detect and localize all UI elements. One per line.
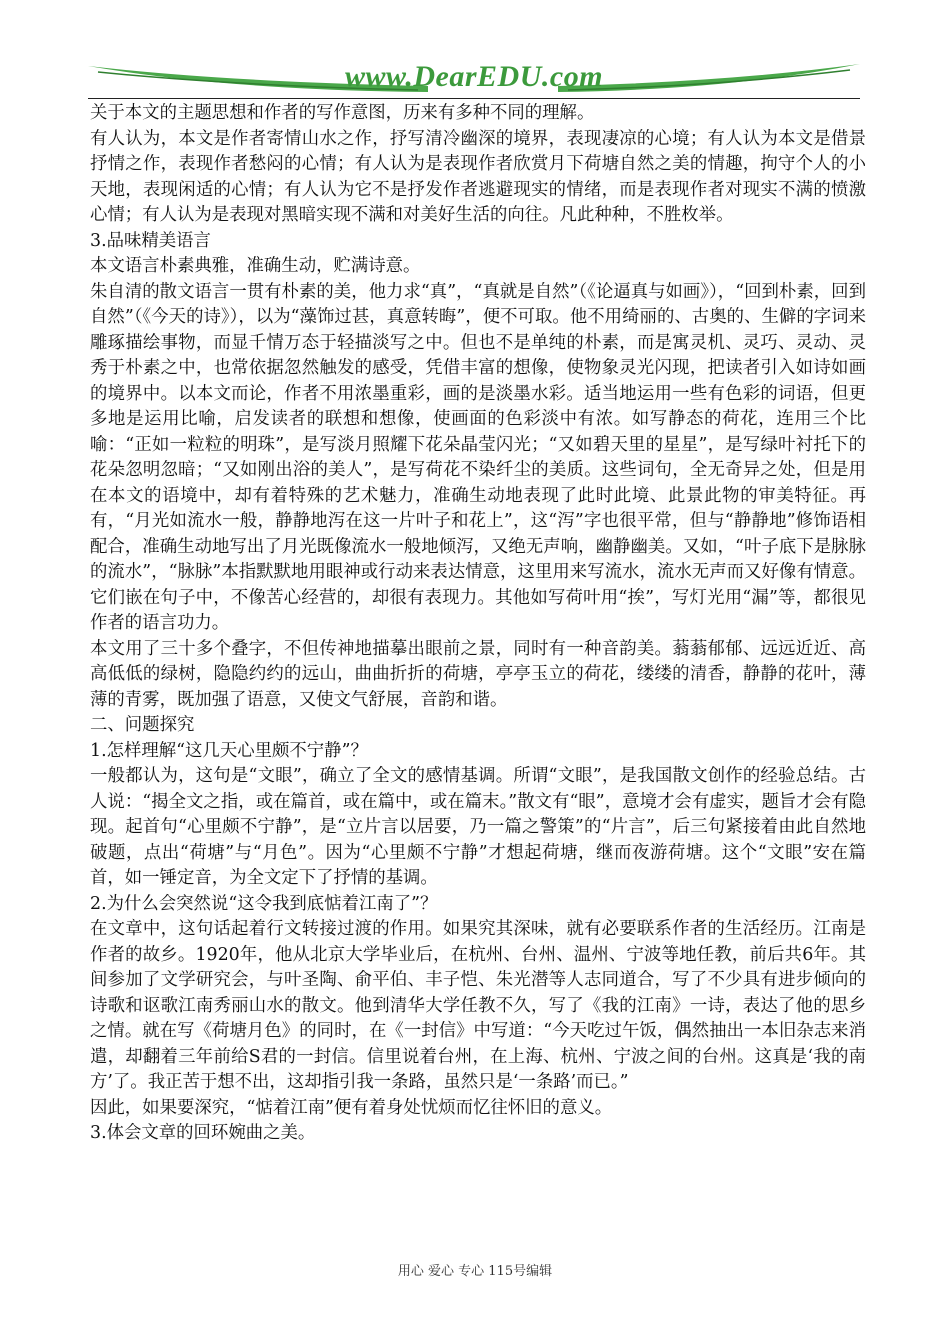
document-body: [90, 101, 866, 1147]
site-header-banner: [88, 56, 860, 98]
question-heading: 2.为什么会突然说“这令我到底惦着江南了”？: [90, 893, 438, 914]
paragraph: 在文章中，这句话起着行文转接过渡的作用。如果究其深味，就有必要联系作者的生活经历。江南是作者的故乡。1920年，他从北京大学毕业后，在杭州、台州、温州、宁波等地任教，前后共6年。其间参加了文学研究会，与叶圣陶、俞平伯、丰子恺、朱光潜等人志同道合，写了不少具有进步倾向的诗歌和讴歌江南秀丽山水的散文。他到清华大学任教不久，写了《我的江南》一诗，表达了他的思乡之情。就在写《荷塘月色》的同时，在《一封信》中写道：“今天吃过午饭，偶然抽出一本旧杂志来消遣，却翻着三年前给S君的一封信。信里说着台州，在上海、杭州、宁波之间的台州。这真是‘我的南方’了。我正苦于想不出，这却指引我一条路，虽然只是‘一条路’而已。”: [90, 919, 866, 1092]
site-logo-text: www.DearEDU.com: [344, 60, 604, 93]
paragraph: 朱自清的散文语言一贯有朴素的美，他力求“真”，“真就是自然”（《论逼真与如画》），“回到朴素，回到自然”（《今天的诗》），以为“藻饰过甚，真意转晦”，便不可取。他不用绮丽的、古奥的、生僻的字词来雕琢描绘事物，而显千情万态于轻描淡写之中。但也不是单纯的朴素，而是寓灵机、灵巧、灵动、灵秀于朴素之中，也常依据忽然触发的感受，凭借丰富的想像，使物象灵光闪现，把读者引入如诗如画的境界中。以本文而论，作者不用浓墨重彩，画的是淡墨水彩。适当地运用一些有色彩的词语，但更多地是运用比喻，启发读者的联想和想像，使画面的色彩淡中有浓。如写静态的荷花，连用三个比喻：“正如一粒粒的明珠”，是写淡月照耀下花朵晶莹闪光；“又如碧天里的星星”，是写绿叶衬托下的花朵忽明忽暗；“又如刚出浴的美人”，是写荷花不染纤尘的美质。这些词句，全无奇异之处，但是用在本文的语境中，却有着特殊的艺术魅力，准确生动地表现了此时此境、此景此物的审美特征。再有，“月光如流水一般，静静地泻在这一片叶子和花上”，这“泻”字也很平常，但与“静静地”修饰语相配合，准确生动地写出了月光既像流水一般地倾泻，又绝无声响，幽静幽美。又如，“叶子底下是脉脉的流水”，“脉脉”本指默默地用眼神或行动来表达情意，这里用来写流水，流水无声而又好像有情意。它们嵌在句子中，不像苦心经营的，却很有表现力。其他如写荷叶用“挨”，写灯光用“漏”等，都很见作者的语言功力。: [90, 281, 866, 633]
question-heading: 1.怎样理解“这几天心里颇不宁静”？: [90, 740, 368, 761]
header-divider: [88, 98, 860, 99]
page-footer: 用心 爱心 专心 115号编辑: [397, 1264, 553, 1279]
paragraph: 本文用了三十多个叠字，不但传神地描摹出眼前之景，同时有一种音韵美。蓊蓊郁郁、远远近近、高高低低的绿树，隐隐约约的远山，曲曲折折的荷塘，亭亭玉立的荷花，缕缕的清香，静静的花叶，薄薄的青雾，既加强了语意，又使文气舒展，音韵和谐。: [90, 638, 866, 710]
section-heading: 二、问题探究: [90, 715, 195, 735]
section-heading: 3.品味精美语言: [90, 230, 211, 251]
paragraph: 关于本文的主题思想和作者的写作意图，历来有多种不同的理解。: [90, 103, 595, 123]
paragraph: 本文语言朴素典雅，准确生动，贮满诗意。: [90, 256, 421, 276]
question-heading: 3.体会文章的回环婉曲之美。: [90, 1123, 316, 1143]
paragraph: 有人认为，本文是作者寄情山水之作，抒写清冷幽深的境界，表现凄凉的心境；有人认为本文是借景抒情之作，表现作者愁闷的心情；有人认为是表现作者欣赏月下荷塘自然之美的情趣，拘守个人的小天地，表现闲适的心情；有人认为它不是抒发作者逃避现实的情绪，而是表现作者对现实不满的愤激心情；有人认为是表现对黑暗实现不满和对美好生活的向往。凡此种种，不胜枚举。: [90, 128, 866, 225]
paragraph: 一般都认为，这句是“文眼”，确立了全文的感情基调。所谓“文眼”，是我国散文创作的经验总结。古人说：“揭全文之指，或在篇首，或在篇中，或在篇末。”散文有“眼”，意境才会有虚实，题旨才会有隐现。起首句“心里颇不宁静”，是“立片言以居要，乃一篇之警策”的“片言”，后三句紧接着由此自然地破题，点出“荷塘”与“月色”。因为“心里颇不宁静”才想起荷塘，继而夜游荷塘。这个“文眼”安在篇首，如一锤定音，为全文定下了抒情的基调。: [90, 766, 866, 888]
paragraph: 因此，如果要深究，“惦着江南”便有着身处忧烦而忆往怀旧的意义。: [90, 1097, 613, 1118]
